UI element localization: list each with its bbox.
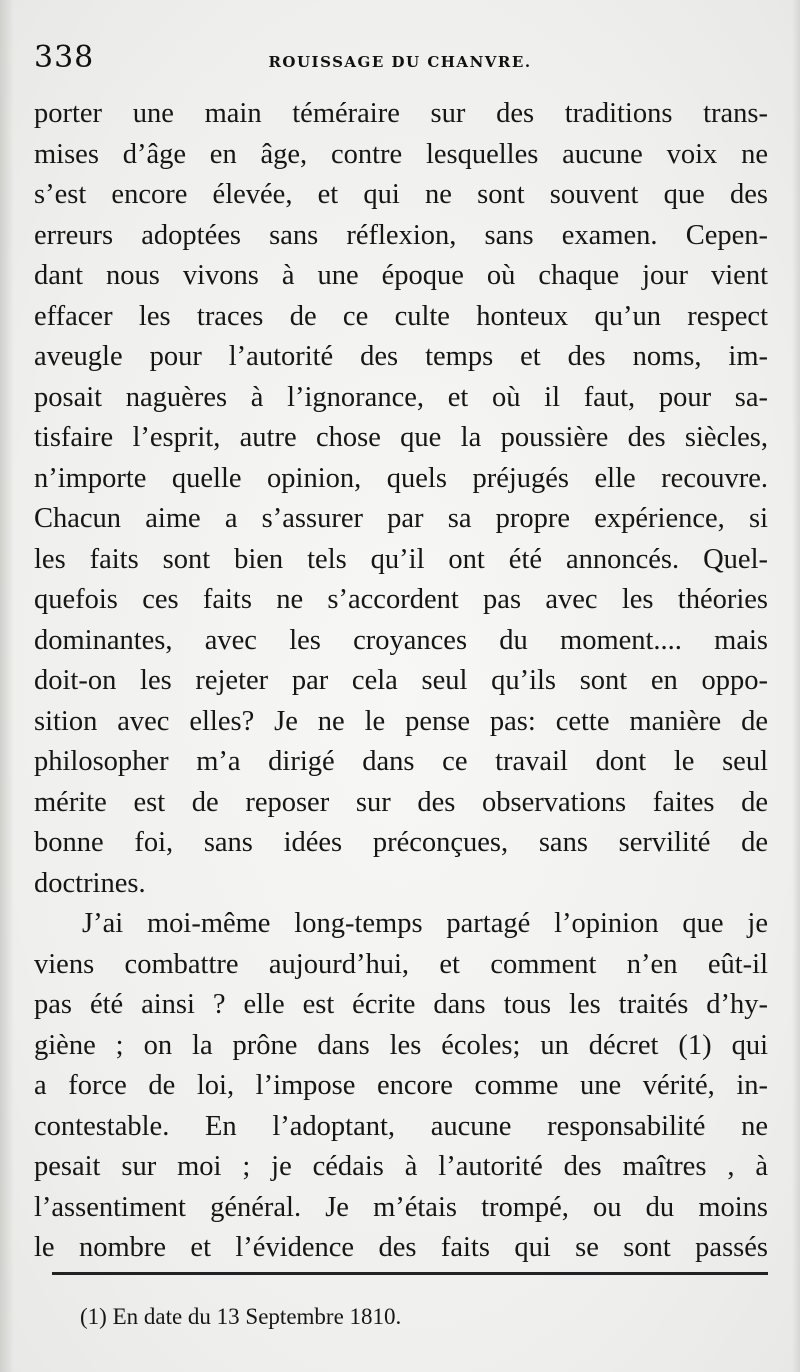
text-line: l’assentiment général. Je m’étais trompé, ou du moins bbox=[34, 1191, 768, 1223]
text-line: s’est encore élevée, et qui ne sont souvent que des bbox=[34, 179, 768, 210]
text-line: n’importe quelle opinion, quels préjugés elle recouvre. bbox=[34, 462, 768, 494]
text-line: effacer les traces de ce culte honteux qu’un respect bbox=[34, 300, 768, 332]
text-line: J’ai moi-même long-temps partagé l’opinion que je bbox=[82, 908, 768, 939]
text-line: doctrines. bbox=[34, 867, 146, 899]
text-line: sition avec elles? Je ne le pense pas: cette manière de bbox=[34, 705, 768, 737]
page-number: 338 bbox=[34, 40, 95, 75]
text-line: posait naguères à l’ignorance, et où il faut, pour sa- bbox=[34, 381, 768, 413]
page-left-edge-shadow bbox=[0, 0, 14, 1372]
text-line: a force de loi, l’impose encore comme une vérité, in- bbox=[34, 1070, 768, 1101]
text-line: Chacun aime a s’assurer par sa propre expérience, si bbox=[34, 503, 768, 534]
text-line: dant nous vivons à une époque où chaque jour vient bbox=[34, 260, 768, 291]
page-right-edge-shadow bbox=[792, 0, 800, 1372]
text-line: porter une main téméraire sur des traditions trans- bbox=[34, 98, 768, 129]
text-line: contestable. En l’adoptant, aucune responsabilité ne bbox=[34, 1110, 768, 1142]
text-line: bonne foi, sans idées préconçues, sans servilité de bbox=[34, 827, 768, 858]
text-line: aveugle pour l’autorité des temps et des noms, im- bbox=[34, 341, 768, 372]
text-line: mérite est de reposer sur des observations faites de bbox=[34, 786, 768, 818]
paragraph bbox=[34, 904, 768, 1269]
text-line: le nombre et l’évidence des faits qui se sont passés bbox=[34, 1232, 768, 1263]
footnote: (1) En date du 13 Septembre 1810. bbox=[80, 1304, 402, 1329]
text-line: doit-on les rejeter par cela seul qu’ils sont en oppo- bbox=[34, 665, 768, 696]
text-line: mises d’âge en âge, contre lesquelles aucune voix ne bbox=[34, 138, 768, 170]
text-line: pesait sur moi ; je cédais à l’autorité des maîtres , à bbox=[34, 1151, 768, 1182]
paragraph bbox=[34, 94, 768, 904]
text-line: viens combattre aujourd’hui, et comment n’en eût-il bbox=[34, 948, 768, 980]
text-line: pas été ainsi ? elle est écrite dans tous les traités d’hy- bbox=[34, 989, 768, 1020]
text-line: erreurs adoptées sans réflexion, sans examen. Cepen- bbox=[34, 219, 768, 251]
text-line: tisfaire l’esprit, autre chose que la poussière des siècles, bbox=[34, 422, 768, 453]
footnote-divider bbox=[52, 1272, 768, 1275]
text-line: giène ; on la prône dans les écoles; un décret (1) qui bbox=[34, 1029, 768, 1061]
text-line: les faits sont bien tels qu’il ont été annoncés. Quel- bbox=[34, 543, 768, 575]
body-text bbox=[34, 94, 768, 1269]
running-head: ROUISSAGE DU CHANVRE. bbox=[268, 53, 532, 71]
page-header bbox=[30, 40, 770, 84]
text-line: quefois ces faits ne s’accordent pas avec les théories bbox=[34, 584, 768, 615]
text-line: philosopher m’a dirigé dans ce travail dont le seul bbox=[34, 746, 768, 777]
text-line: dominantes, avec les croyances du moment.... mais bbox=[34, 624, 768, 656]
